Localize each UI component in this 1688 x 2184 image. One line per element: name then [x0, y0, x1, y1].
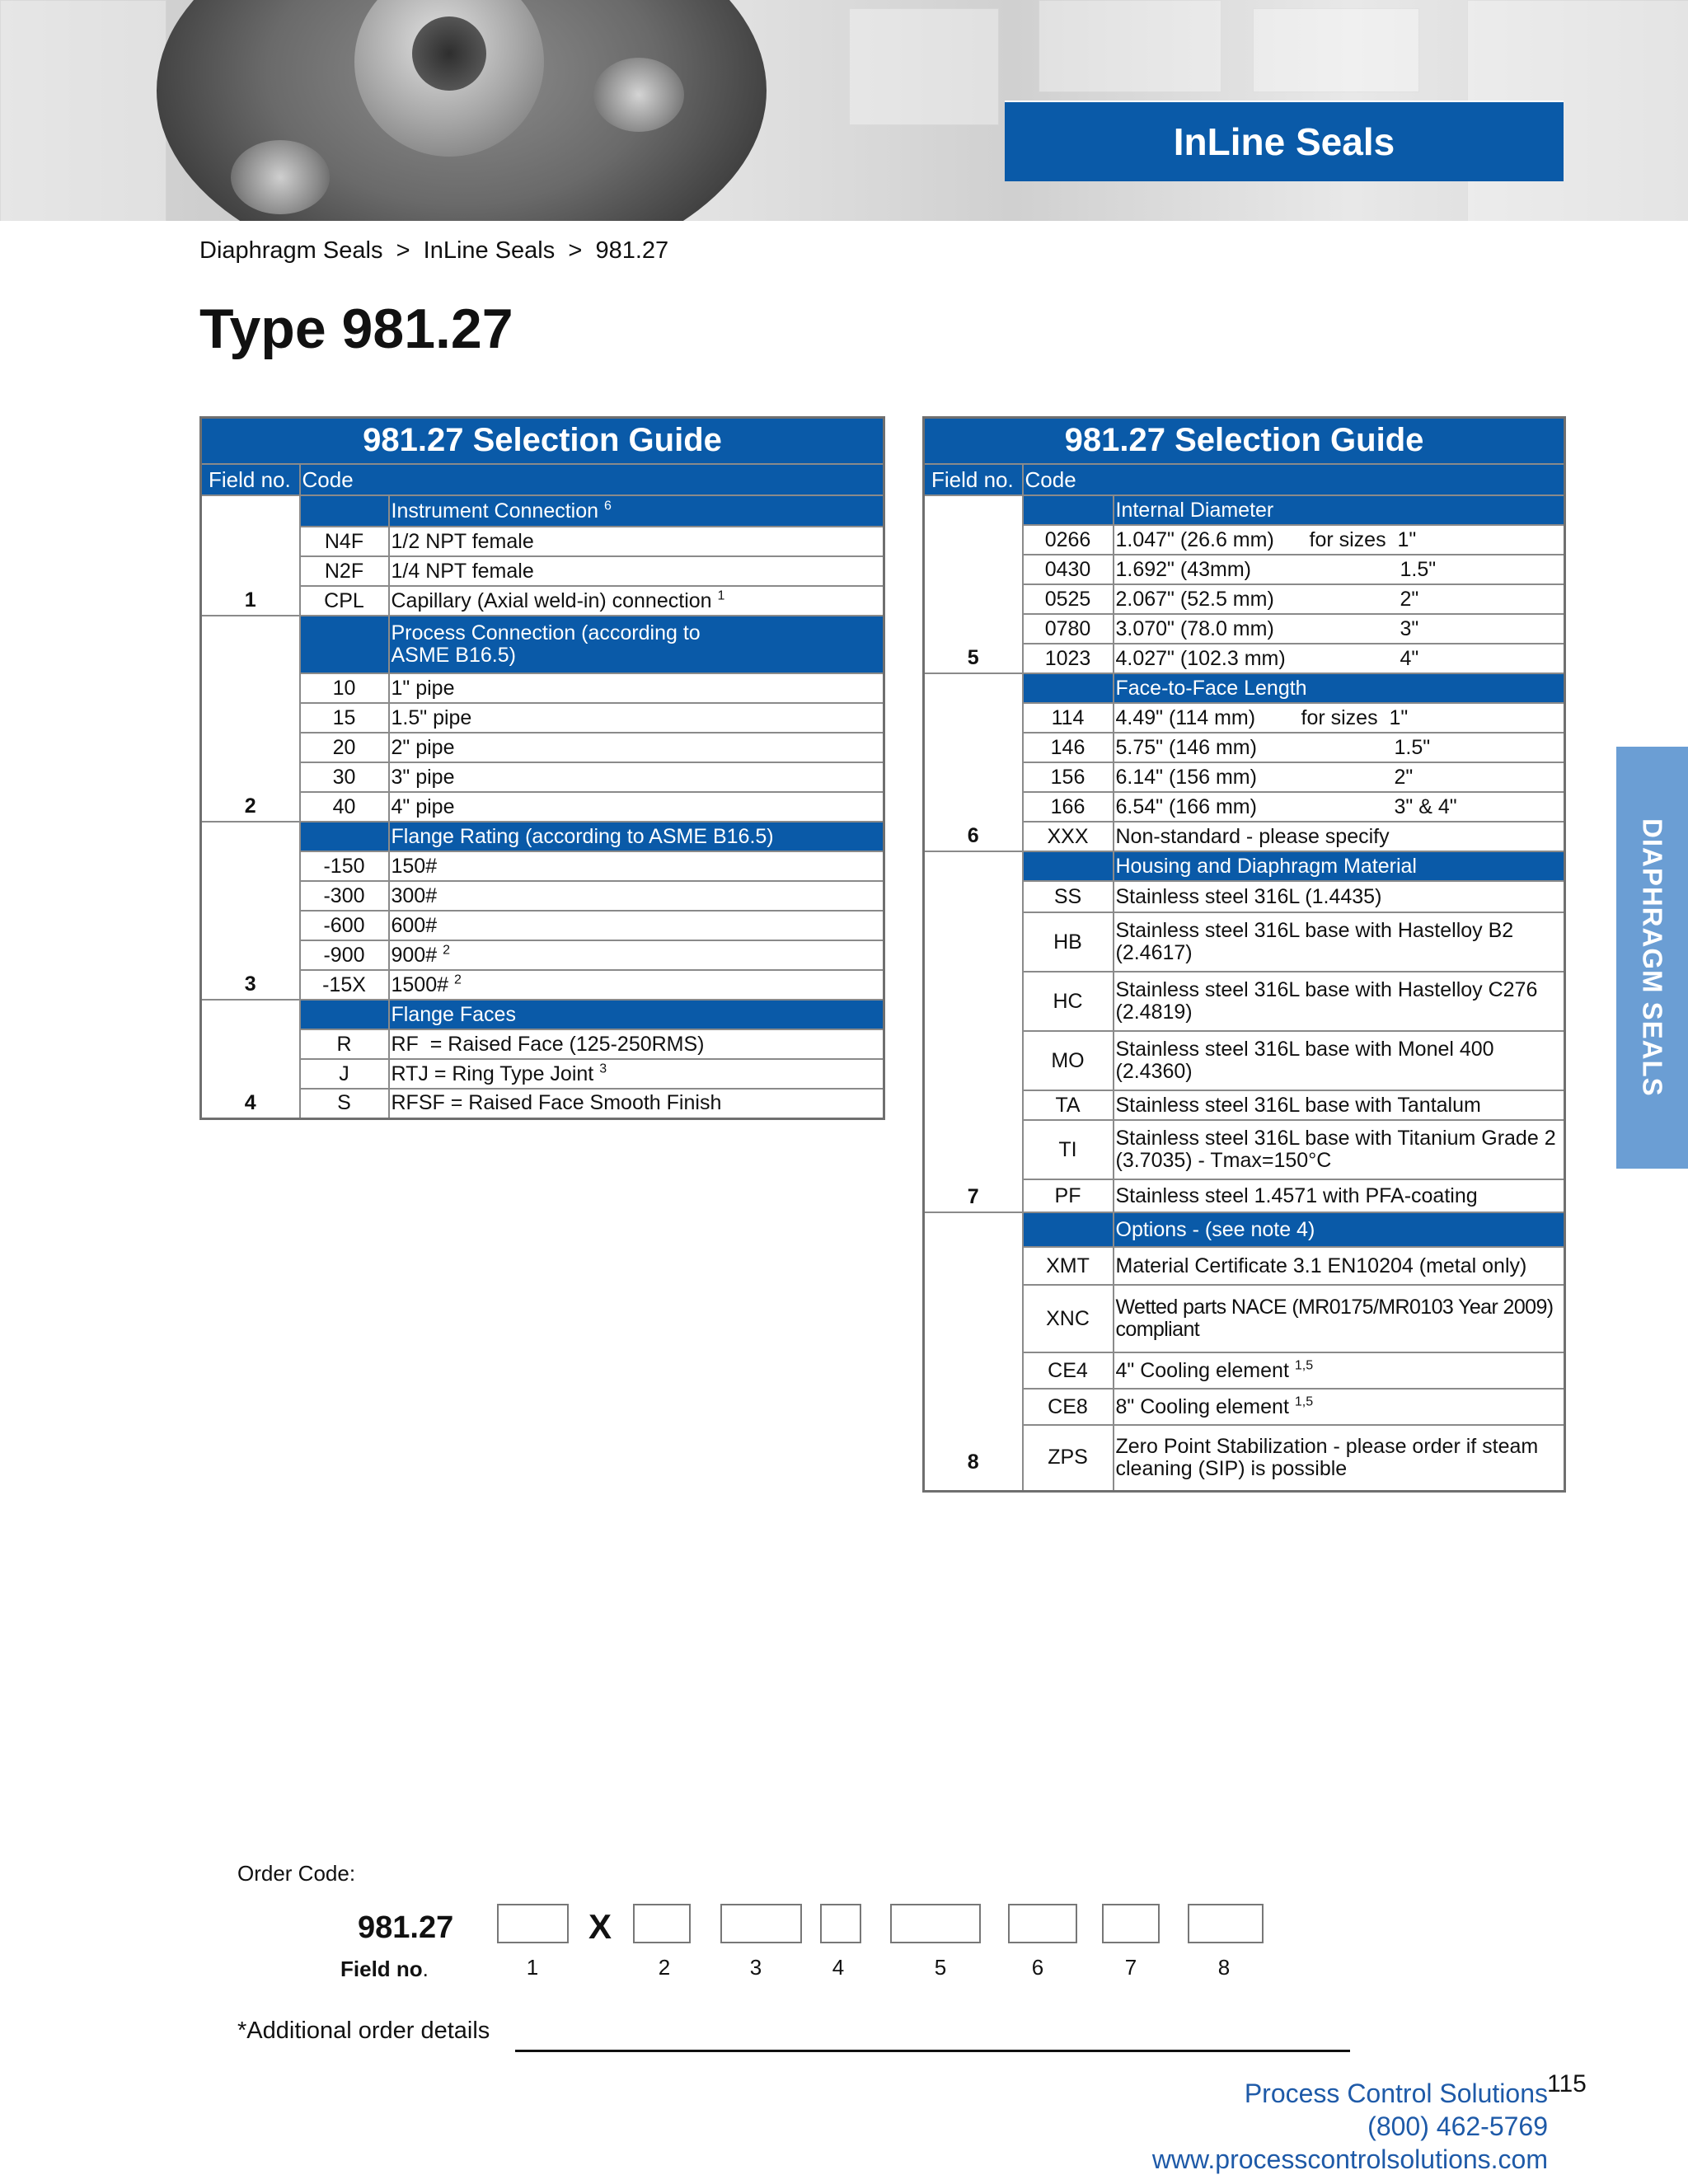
option-code: 114 [1023, 703, 1114, 733]
section-header: Options - (see note 4) [1114, 1212, 1565, 1247]
order-field-box-3[interactable] [720, 1904, 802, 1943]
option-code: 1023 [1023, 644, 1114, 673]
option-description: 2" pipe [389, 733, 884, 762]
option-description: 4" Cooling element $^{1,5}$ [1114, 1352, 1565, 1389]
option-code: SS [1023, 881, 1114, 912]
option-code: CE8 [1023, 1389, 1114, 1425]
option-code: TI [1023, 1120, 1114, 1179]
order-field-number: 3 [749, 1955, 762, 1980]
breadcrumb-separator: > [568, 237, 583, 264]
field-number: 7 [924, 851, 1023, 1212]
option-code: -300 [300, 881, 389, 911]
order-field-box-7[interactable] [1102, 1904, 1160, 1943]
header-banner [0, 0, 1688, 221]
column-header-field: Field no. [924, 464, 1023, 495]
option-description: 300# [389, 881, 884, 911]
order-separator: X [588, 1907, 612, 1946]
option-code: 156 [1023, 762, 1114, 792]
option-code: ZPS [1023, 1425, 1114, 1491]
option-description: RTJ = Ring Type Joint $^3$ [389, 1059, 884, 1089]
field-number: 2 [201, 616, 300, 822]
option-code: 0266 [1023, 525, 1114, 555]
page-title: Type 981.27 [199, 298, 513, 360]
bolt-image [593, 58, 684, 132]
order-field-box-1[interactable] [497, 1904, 569, 1943]
option-description: 1" pipe [389, 673, 884, 703]
section-header: Instrument Connection $^6$ [389, 495, 884, 527]
option-code: TA [1023, 1090, 1114, 1120]
section-header: Flange Rating (according to ASME B16.5) [389, 822, 884, 851]
option-code: XXX [1023, 822, 1114, 851]
option-code: -900 [300, 940, 389, 970]
option-code: 0525 [1023, 584, 1114, 614]
option-description: 6.14" (156 mm) 2" [1114, 762, 1565, 792]
footer-website[interactable]: www.processcontrolsolutions.com [1151, 2144, 1548, 2174]
selection-guide-left [199, 416, 885, 1120]
table-title: 981.27 Selection Guide [201, 418, 884, 465]
option-description: 1.692" (43mm) 1.5" [1114, 555, 1565, 584]
order-model-number: 981.27 [358, 1910, 454, 1945]
option-code: CE4 [1023, 1352, 1114, 1389]
option-description: 4.027" (102.3 mm) 4" [1114, 644, 1565, 673]
option-code: 146 [1023, 733, 1114, 762]
option-code: 0430 [1023, 555, 1114, 584]
side-tab-diaphragm-seals[interactable] [1616, 747, 1688, 1169]
option-code: HB [1023, 912, 1114, 972]
option-description: RF = Raised Face (125-250RMS) [389, 1029, 884, 1059]
breadcrumb [199, 237, 668, 265]
section-header: Process Connection (according to ASME B16.5) [389, 616, 884, 673]
option-code: N4F [300, 527, 389, 556]
option-description: Zero Point Stabilization - please order if steam cleaning (SIP) is possible [1114, 1425, 1565, 1491]
option-description: 4.49" (114 mm) for sizes 1" [1114, 703, 1565, 733]
option-description: Stainless steel 316L base with Hastelloy C276 (2.4819) [1114, 972, 1565, 1031]
option-code: MO [1023, 1031, 1114, 1090]
option-description: Capillary (Axial weld-in) connection $^1$ [389, 586, 884, 616]
option-description: Stainless steel 316L base with Tantalum [1114, 1090, 1565, 1120]
option-description: Stainless steel 1.4571 with PFA-coating [1114, 1179, 1565, 1212]
banner-photo-tile [1253, 8, 1419, 92]
selection-guide-right [922, 416, 1566, 1493]
footer-phone: (800) 462-5769 [1367, 2111, 1548, 2141]
order-field-box-2[interactable] [633, 1904, 691, 1943]
additional-order-details-line[interactable] [515, 2050, 1350, 2052]
option-code: 40 [300, 792, 389, 822]
option-code: S [300, 1089, 389, 1118]
option-code: 30 [300, 762, 389, 792]
option-description: 900# $^2$ [389, 940, 884, 970]
option-description: 4" pipe [389, 792, 884, 822]
option-code: HC [1023, 972, 1114, 1031]
section-banner-label: InLine Seals [1173, 120, 1395, 163]
option-description: Stainless steel 316L base with Monel 400 (2.4360) [1114, 1031, 1565, 1090]
option-description: Stainless steel 316L (1.4435) [1114, 881, 1565, 912]
option-code: XMT [1023, 1247, 1114, 1285]
threaded-port-image [412, 16, 486, 91]
field-number: 3 [201, 822, 300, 1000]
banner-photo-tile [849, 8, 999, 125]
order-field-number: 2 [658, 1955, 671, 1980]
option-description: 1.047" (26.6 mm) for sizes 1" [1114, 525, 1565, 555]
footer-company: Process Control Solutions [1244, 2079, 1548, 2108]
section-header: Housing and Diaphragm Material [1114, 851, 1565, 881]
option-description: 600# [389, 911, 884, 940]
column-header-code: Code [300, 464, 884, 495]
option-code: CPL [300, 586, 389, 616]
order-field-label: Field no. [340, 1957, 429, 1981]
option-code: PF [1023, 1179, 1114, 1212]
option-description: Non-standard - please specify [1114, 822, 1565, 851]
breadcrumb-item[interactable]: Diaphragm Seals [199, 237, 383, 264]
bolt-image [231, 140, 330, 214]
breadcrumb-current: 981.27 [595, 237, 669, 264]
order-field-number: 5 [934, 1955, 947, 1980]
column-header-field: Field no. [201, 464, 300, 495]
option-code: -600 [300, 911, 389, 940]
section-banner [1005, 101, 1564, 181]
order-field-box-5[interactable] [890, 1904, 981, 1943]
field-number: 4 [201, 1000, 300, 1118]
option-description: Wetted parts NACE (MR0175/MR0103 Year 2009) compliant [1114, 1285, 1565, 1352]
section-header: Flange Faces [389, 1000, 884, 1029]
option-code: 0780 [1023, 614, 1114, 644]
option-code: 10 [300, 673, 389, 703]
section-header: Internal Diameter [1114, 495, 1565, 525]
option-description: 2.067" (52.5 mm) 2" [1114, 584, 1565, 614]
section-header: Face-to-Face Length [1114, 673, 1565, 703]
field-number: 6 [924, 673, 1023, 851]
field-number: 5 [924, 495, 1023, 673]
option-description: 1/2 NPT female [389, 527, 884, 556]
option-description: 1500# $^2$ [389, 970, 884, 1000]
order-field-box-4[interactable] [820, 1904, 861, 1943]
option-code: -150 [300, 851, 389, 881]
banner-photo-tile [1039, 0, 1221, 92]
option-code: 15 [300, 703, 389, 733]
option-description: 1/4 NPT female [389, 556, 884, 586]
order-field-number: 8 [1217, 1955, 1231, 1980]
option-code: 166 [1023, 792, 1114, 822]
side-tab-label: DIAPHRAGM SEALS [1637, 818, 1668, 1097]
column-header-code: Code [1023, 464, 1565, 495]
option-code: N2F [300, 556, 389, 586]
order-field-number: 7 [1124, 1955, 1137, 1980]
option-code: R [300, 1029, 389, 1059]
order-field-number: 6 [1031, 1955, 1044, 1980]
option-code: -15X [300, 970, 389, 1000]
option-description: RFSF = Raised Face Smooth Finish [389, 1089, 884, 1118]
order-field-box-6[interactable] [1008, 1904, 1077, 1943]
option-description: Stainless steel 316L base with Hastelloy B2 (2.4617) [1114, 912, 1565, 972]
option-code: 20 [300, 733, 389, 762]
field-number: 1 [201, 495, 300, 616]
option-description: 3.070" (78.0 mm) 3" [1114, 614, 1565, 644]
option-description: 5.75" (146 mm) 1.5" [1114, 733, 1565, 762]
option-description: Stainless steel 316L base with Titanium Grade 2 (3.7035) - Tmax=150°C [1114, 1120, 1565, 1179]
table-title: 981.27 Selection Guide [924, 418, 1565, 465]
option-description: 150# [389, 851, 884, 881]
option-code: XNC [1023, 1285, 1114, 1352]
field-number: 8 [924, 1212, 1023, 1491]
option-description: 1.5" pipe [389, 703, 884, 733]
option-description: 8" Cooling element $^{1,5}$ [1114, 1389, 1565, 1425]
order-field-number: 4 [832, 1955, 845, 1980]
breadcrumb-separator: > [396, 237, 410, 264]
order-field-number: 1 [526, 1955, 539, 1980]
breadcrumb-item[interactable]: InLine Seals [423, 237, 556, 264]
page-number: 115 [1547, 2070, 1587, 2097]
option-code: J [300, 1059, 389, 1089]
additional-order-details-label: *Additional order details [237, 2018, 490, 2044]
option-description: Material Certificate 3.1 EN10204 (metal only) [1114, 1247, 1565, 1285]
option-description: 3" pipe [389, 762, 884, 792]
order-code-label: Order Code: [237, 1861, 356, 1886]
order-field-box-8[interactable] [1188, 1904, 1264, 1943]
option-description: 6.54" (166 mm) 3" & 4" [1114, 792, 1565, 822]
banner-photo-tile [0, 0, 166, 221]
